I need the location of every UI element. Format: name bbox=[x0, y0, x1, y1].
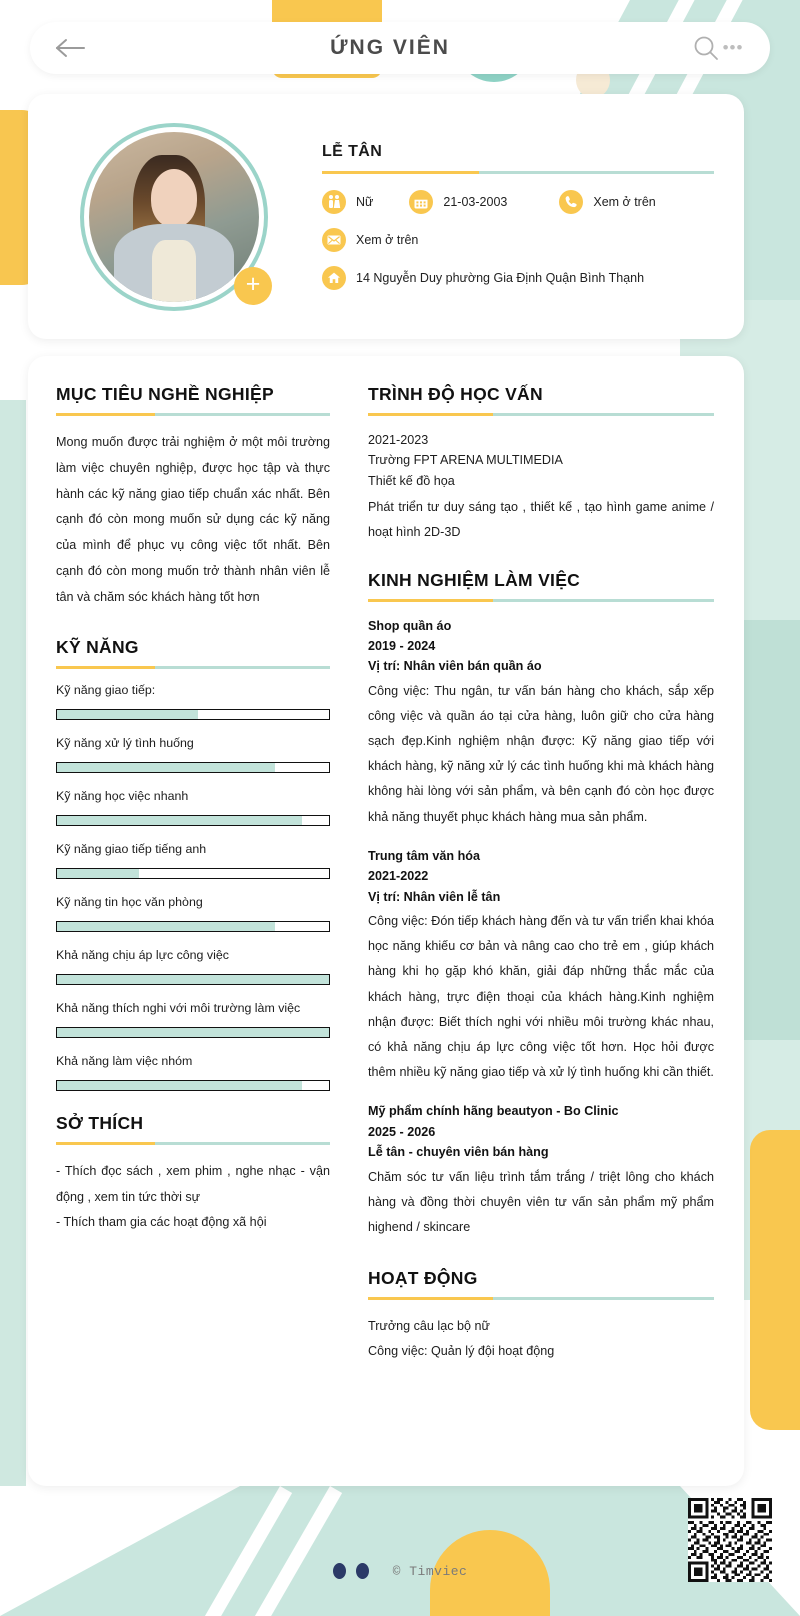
gender-icon bbox=[322, 190, 346, 214]
gender-value: Nữ bbox=[356, 195, 374, 209]
email-field bbox=[322, 228, 418, 252]
education-divider bbox=[368, 413, 714, 416]
skill-label: Kỹ năng xử lý tình huống bbox=[56, 735, 194, 750]
copyright-text: © Timviec bbox=[392, 1563, 468, 1579]
right-column bbox=[352, 384, 714, 1476]
hobbies-heading: SỞ THÍCH bbox=[56, 1112, 144, 1133]
phone-field bbox=[559, 190, 655, 214]
education-major: Thiết kế đồ họa bbox=[368, 473, 455, 488]
skill-label: Kỹ năng tin học văn phòng bbox=[56, 894, 203, 909]
phone-value: Xem ở trên bbox=[593, 195, 656, 209]
app-top-bar bbox=[30, 22, 770, 74]
job-description: Công việc: Đón tiếp khách hàng đến và tư vấn triển khai khóa học năng khiếu cơ bản và nâng cao cho trẻ em , giúp khách hàng khi họ gặp khó khăn, giải đáp những thắc mắc của khách hàng, trực điện thoại của khách hàng.Kinh nghiệm nhận được: Biết thích nghi với nhiều môi trường khác nhau, có khả năng chịu áp lực công việc tốt hơn. Học hỏi được thêm nhiều kỹ năng giao tiếp và xử lý tình huống khi cần thiết. bbox=[368, 914, 714, 1080]
education-school: Trường FPT ARENA MULTIMEDIA bbox=[368, 453, 563, 468]
job-position: Lễ tân - chuyên viên bán hàng bbox=[368, 1145, 549, 1160]
skill-item bbox=[56, 895, 330, 932]
address-field bbox=[322, 266, 644, 290]
hobby-line-1: - Thích đọc sách , xem phim , nghe nhạc - vận động , xem tin tức thời sự bbox=[56, 1163, 330, 1204]
skill-label: Kỹ năng học việc nhanh bbox=[56, 788, 189, 803]
job-years: 2021-2022 bbox=[368, 869, 429, 884]
job-years: 2019 - 2024 bbox=[368, 638, 436, 653]
activity-line-1: Trưởng câu lạc bộ nữ bbox=[368, 1319, 490, 1334]
gender-field bbox=[322, 190, 373, 214]
footer-dot-1 bbox=[333, 1563, 346, 1579]
back-arrow-icon[interactable] bbox=[54, 37, 88, 59]
skill-bar-fill bbox=[57, 1081, 302, 1090]
activities-divider bbox=[368, 1297, 714, 1300]
education-detail: Phát triển tư duy sáng tạo , thiết kế , tạo hình game anime / hoạt hình 2D-3D bbox=[368, 500, 714, 540]
skill-item bbox=[56, 842, 330, 879]
bg-shape-mint-left bbox=[0, 400, 26, 1500]
photo-shirt bbox=[152, 240, 196, 302]
candidate-name: LỄ TÂN bbox=[322, 143, 383, 160]
skill-item bbox=[56, 736, 330, 773]
add-photo-button[interactable]: + bbox=[234, 267, 272, 305]
bg-shape-yellow-right bbox=[750, 1130, 800, 1430]
skill-item bbox=[56, 1001, 330, 1038]
page-title: ỨNG VIÊN bbox=[330, 36, 450, 59]
skill-item bbox=[56, 683, 330, 720]
skill-bar bbox=[56, 1080, 330, 1091]
home-icon bbox=[322, 266, 346, 290]
education-years: 2021-2023 bbox=[368, 433, 429, 447]
dob-field bbox=[409, 190, 507, 214]
qr-code[interactable] bbox=[688, 1498, 772, 1582]
skills-heading: KỸ NĂNG bbox=[56, 636, 139, 657]
skill-bar bbox=[56, 709, 330, 720]
job-company: Shop quần áo bbox=[368, 618, 452, 633]
job-description: Chăm sóc tư vấn liệu trình tắm trắng / triệt lông cho khách hàng và đồng thời chuyên viên tư vấn sản phẩm mỹ phẩm highend / skincare bbox=[368, 1169, 714, 1234]
hobby-line-2: - Thích tham gia các hoạt động xã hội bbox=[56, 1215, 267, 1230]
skill-bar-fill bbox=[57, 763, 275, 772]
footer-bar bbox=[0, 1486, 800, 1616]
skill-label: Kỹ năng giao tiếp tiếng anh bbox=[56, 841, 207, 856]
search-icon[interactable] bbox=[692, 34, 720, 62]
experience-item bbox=[368, 846, 714, 1085]
profile-divider bbox=[322, 171, 714, 174]
candidate-photo bbox=[89, 132, 259, 302]
skills-divider bbox=[56, 666, 330, 669]
skill-label: Khả năng làm việc nhóm bbox=[56, 1053, 193, 1068]
objective-heading: MỤC TIÊU NGHỀ NGHIỆP bbox=[56, 384, 274, 404]
hobbies-divider bbox=[56, 1142, 330, 1145]
skill-bar bbox=[56, 762, 330, 773]
job-years: 2025 - 2026 bbox=[368, 1124, 436, 1139]
email-value: Xem ở trên bbox=[356, 233, 419, 247]
skill-label: Khả năng chịu áp lực công việc bbox=[56, 947, 229, 962]
objective-divider bbox=[56, 413, 330, 416]
activity-line-2: Công việc: Quản lý đội hoạt động bbox=[368, 1343, 555, 1358]
profile-info-row-3 bbox=[322, 266, 714, 290]
skill-bar bbox=[56, 1027, 330, 1038]
footer-dot-2 bbox=[356, 1563, 369, 1579]
skill-bar bbox=[56, 974, 330, 985]
experience-heading: KINH NGHIỆM LÀM VIỆC bbox=[368, 569, 581, 590]
experience-item bbox=[368, 616, 714, 830]
skill-item bbox=[56, 1054, 330, 1091]
photo-face bbox=[151, 169, 197, 227]
experience-list bbox=[368, 616, 714, 1241]
calendar-icon bbox=[409, 190, 433, 214]
skill-bar bbox=[56, 868, 330, 879]
skill-bar bbox=[56, 815, 330, 826]
experience-item bbox=[368, 1101, 714, 1240]
job-position: Vị trí: Nhân viên lễ tân bbox=[368, 889, 501, 904]
experience-divider bbox=[368, 599, 714, 602]
skill-bar-fill bbox=[57, 710, 198, 719]
skill-bar-fill bbox=[57, 1028, 329, 1037]
job-company: Mỹ phẩm chính hãng beautyon - Bo Clinic bbox=[368, 1104, 619, 1119]
profile-info bbox=[268, 143, 744, 290]
education-heading: TRÌNH ĐỘ HỌC VẤN bbox=[368, 384, 543, 404]
more-options-icon[interactable]: ••• bbox=[722, 38, 744, 57]
skill-item bbox=[56, 948, 330, 985]
job-position: Vị trí: Nhân viên bán quần áo bbox=[368, 659, 542, 674]
skill-bar-fill bbox=[57, 922, 275, 931]
job-description: Công việc: Thu ngân, tư vấn bán hàng cho khách, sắp xếp công việc và quần áo tại cửa hàng, luôn giữ cho cửa hàng sạch đẹp.Kinh nghiệm nhận được: Kỹ năng giao tiếp với khách hàng, kỹ năng xử lý các tình huống khi mà khách hàng không hài lòng với sản phẩm, và bên cạnh đó còn học được khả năng thuyết phục khách hàng mua sản phẩm. bbox=[368, 683, 714, 824]
objective-text: Mong muốn được trải nghiệm ở một môi trường làm việc chuyên nghiệp, được học tập và thực hành các kỹ năng giao tiếp chuẩn xác nhất. Bên cạnh đó còn mong muốn sử dụng các kỹ năng của mình để phục vụ công việc tốt nhất. Bên cạnh đó còn mong muốn trở thành nhân viên lễ tân và chăm sóc khách hàng tốt hơn bbox=[56, 435, 330, 604]
address-value: 14 Nguyễn Duy phường Gia Định Quận Bình Thạnh bbox=[356, 271, 645, 285]
activities-heading: HOẠT ĐỘNG bbox=[368, 1268, 478, 1289]
resume-body-card bbox=[28, 356, 744, 1486]
skill-label: Khả năng thích nghi với môi trường làm việc bbox=[56, 1000, 301, 1015]
profile-header-card bbox=[28, 94, 744, 339]
left-column bbox=[56, 384, 352, 1476]
profile-info-row-2 bbox=[322, 228, 714, 252]
dob-value: 21-03-2003 bbox=[443, 195, 508, 209]
profile-info-row-1 bbox=[322, 190, 714, 214]
skill-label: Kỹ năng giao tiếp: bbox=[56, 682, 156, 697]
skills-list bbox=[56, 683, 330, 1091]
skill-item bbox=[56, 789, 330, 826]
job-company: Trung tâm văn hóa bbox=[368, 848, 480, 863]
skill-bar bbox=[56, 921, 330, 932]
phone-icon bbox=[559, 190, 583, 214]
mail-icon bbox=[322, 228, 346, 252]
skill-bar-fill bbox=[57, 869, 139, 878]
skill-bar-fill bbox=[57, 975, 329, 984]
skill-bar-fill bbox=[57, 816, 302, 825]
avatar[interactable] bbox=[80, 123, 268, 311]
